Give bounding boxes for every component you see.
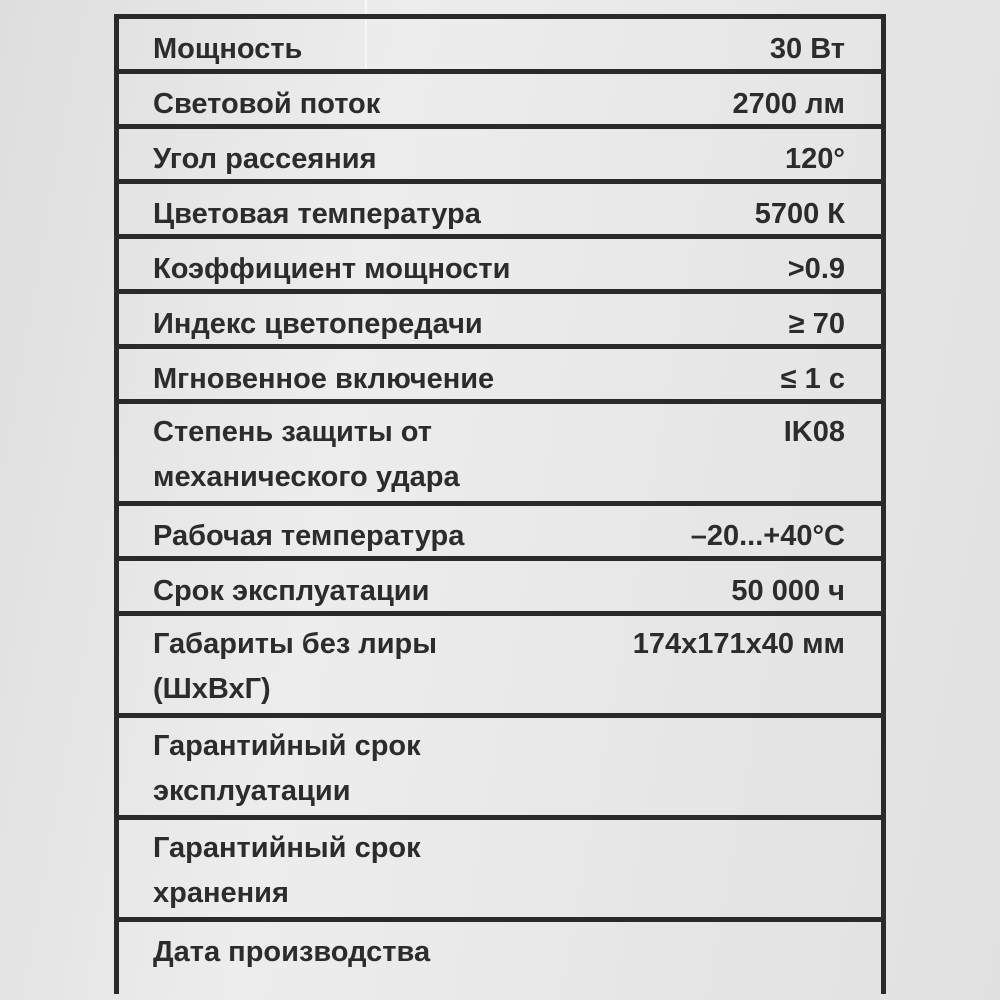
row-value: ≥ 70 — [788, 308, 845, 340]
table-row-warranty-storage — [119, 820, 881, 922]
row-value: 174x171x40 мм — [632, 628, 845, 660]
table-row-operating-temperature — [119, 506, 881, 561]
table-row-power — [119, 19, 881, 74]
spec-table — [114, 14, 886, 994]
row-label: Световой поток — [153, 88, 381, 120]
row-value: >0.9 — [787, 253, 845, 285]
row-label: Угол рассеяния — [153, 143, 377, 175]
row-label: Дата производства — [153, 936, 431, 968]
table-row-dimensions — [119, 616, 881, 718]
table-row-color-rendering-index — [119, 294, 881, 349]
table-row-service-life — [119, 561, 881, 616]
row-label: Мощность — [153, 33, 303, 65]
row-label: Степень защиты от механического удара — [153, 416, 460, 493]
row-label: Гарантийный срок хранения — [153, 832, 421, 909]
table-row-production-date — [119, 922, 881, 986]
table-row-color-temperature — [119, 184, 881, 239]
row-value: 50 000 ч — [731, 575, 845, 607]
row-value: 30 Вт — [769, 33, 845, 65]
row-value: 120° — [785, 143, 845, 175]
table-row-warranty-operation — [119, 718, 881, 820]
table-row-impact-protection — [119, 404, 881, 506]
row-label: Мгновенное включение — [153, 363, 495, 395]
table-row-instant-on — [119, 349, 881, 404]
row-value: IK08 — [783, 416, 845, 448]
row-label: Срок эксплуатации — [153, 575, 430, 607]
row-label: Индекс цветопередачи — [153, 308, 483, 340]
row-value: 2700 лм — [732, 88, 845, 120]
table-row-power-factor — [119, 239, 881, 294]
row-value: ≤ 1 с — [780, 363, 845, 395]
row-value: –20...+40°С — [690, 520, 845, 552]
row-label: Рабочая температура — [153, 520, 465, 552]
row-value: 5700 К — [754, 198, 845, 230]
table-row-beam-angle — [119, 129, 881, 184]
row-label: Коэффициент мощности — [153, 253, 511, 285]
row-label: Гарантийный срок эксплуатации — [153, 730, 421, 807]
table-row-luminous-flux — [119, 74, 881, 129]
row-label: Цветовая температура — [153, 198, 481, 230]
row-label: Габариты без лиры (ШхВхГ) — [153, 628, 438, 705]
